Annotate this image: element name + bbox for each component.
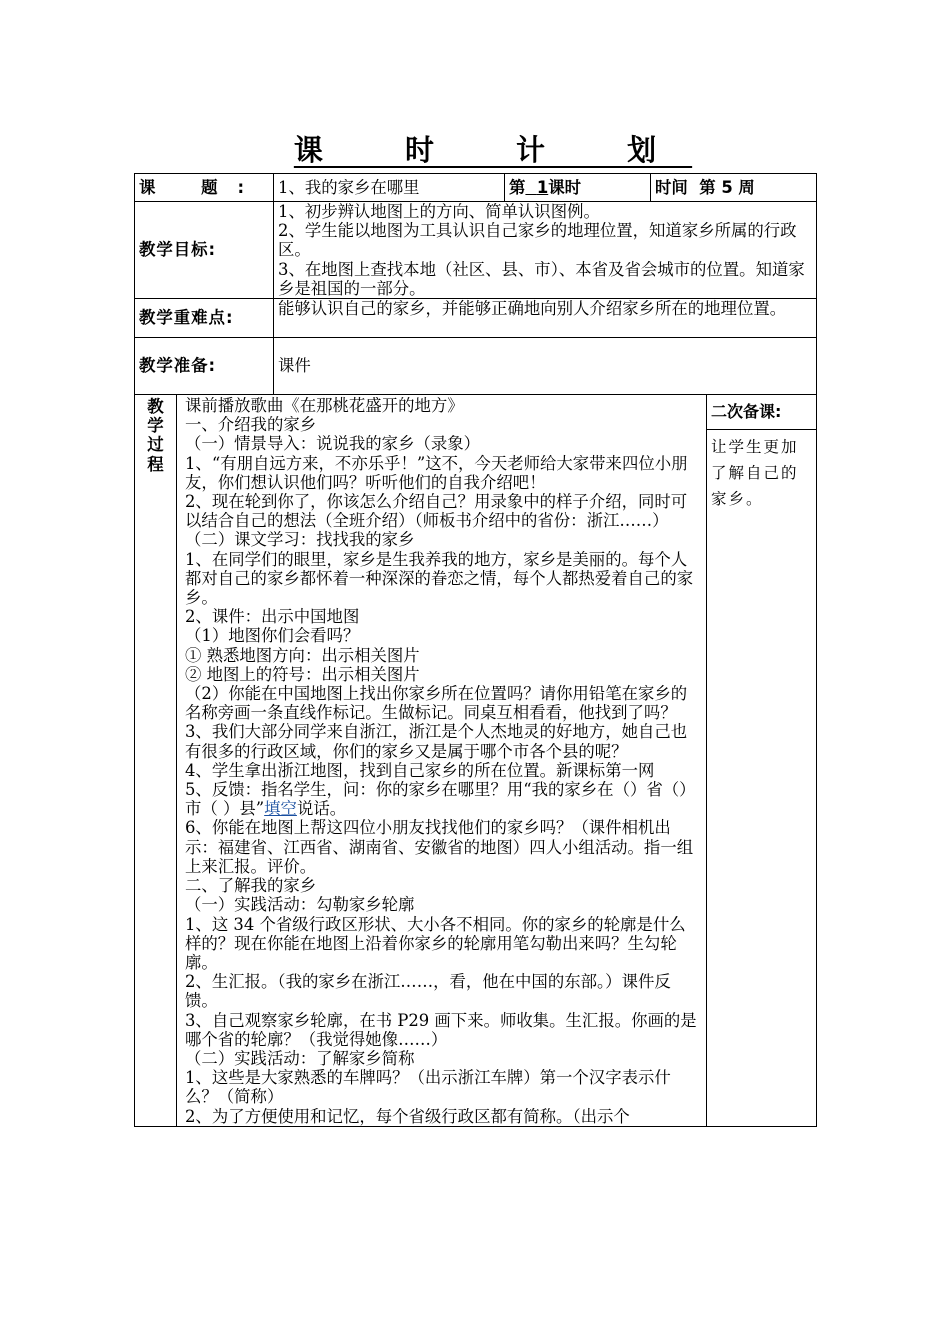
topic-row [135, 174, 817, 202]
second-prep-label: 二次备课: [707, 395, 816, 430]
process-line: 2、为了方便使用和记忆，每个省级行政区都有简称。（出示个 [185, 1106, 630, 1126]
preparation-content: 课件 [274, 338, 817, 395]
process-line: 1、在同学们的眼里，家乡是生我养我的地方，家乡是美丽的。每个人都对自己的家乡都怀着一种深深的眷恋之情，每个人都热爱着自己的家乡。 [185, 549, 694, 608]
process-line: （一）实践活动：勾勒家乡轮廓 [185, 895, 415, 915]
week-value: 第 5 周 [699, 177, 755, 197]
fill-blank-link[interactable]: 填空 [264, 799, 297, 819]
lesson-number [505, 174, 651, 202]
goals-content [274, 202, 817, 299]
process-line: （2）你能在中国地图上找出你家乡所在位置吗？请你用铅笔在家乡的名称旁画一条直线作标记。生做标记。同桌互相看看，他找到了吗？ [185, 684, 688, 723]
topic-label: 课 题: [135, 174, 274, 202]
key-points-row [135, 299, 817, 338]
process-line: 二、了解我的家乡 [185, 876, 317, 896]
goals-row [135, 202, 817, 299]
key-points-label: 教学重难点: [135, 299, 274, 338]
time-label: 时间 [655, 177, 688, 197]
process-line: 1、这些是大家熟悉的车牌吗？（出示浙江车牌）第一个汉字表示什么？（简称） [185, 1068, 671, 1107]
process-line: 2、生汇报。（我的家乡在浙江……，看，他在中国的东部。）课件反馈。 [185, 972, 671, 1011]
page-title: 课 时 计 划 [293, 133, 693, 167]
goal-line: 2、学生能以地图为工具认识自己家乡的地理位置，知道家乡所属的行政区。 [278, 221, 797, 260]
lesson-suffix: 课时 [548, 177, 582, 197]
process-line: 3、我们大部分同学来自浙江，浙江是个人杰地灵的好地方，她自己也有很多的行政区域，你们的家乡又是属于哪个市各个县的呢？ [185, 722, 688, 761]
process-line: （二）课文学习：找找我的家乡 [185, 530, 415, 550]
process-line: 6、你能在地图上帮这四位小朋友找找他们的家乡吗？（课件相机出示：福建省、江西省、湖南省、安徽省的地图）四人小组活动。指一组上来汇报。评价。 [185, 818, 694, 876]
key-points-content: 能够认识自己的家乡，并能够正确地向别人介绍家乡所在的地理位置。 [274, 299, 817, 338]
process-line: ② 地图上的符号：出示相关图片 [185, 664, 420, 684]
process-line: （一）情景导入：说说我的家乡（录象） [185, 434, 481, 454]
lesson-number-value: 1 [536, 177, 549, 197]
process-line: 课前播放歌曲《在那桃花盛开的地方》 [185, 396, 464, 416]
process-row [135, 395, 817, 1127]
process-line: 一、介绍我的家乡 [185, 415, 317, 435]
process-line: （二）实践活动：了解家乡简称 [185, 1048, 415, 1068]
process-content [177, 395, 707, 1127]
topic-value: 1、我的家乡在哪里 [274, 174, 505, 202]
second-prep-content: 让学生更加了解自己的家乡。 [711, 438, 799, 509]
goals-label: 教学目标: [135, 202, 274, 299]
preparation-row [135, 338, 817, 395]
lesson-prefix: 第 [509, 177, 526, 197]
process-label: 教 学 过 程 [135, 395, 177, 1127]
preparation-label: 教学准备: [135, 338, 274, 395]
process-line: 5、反馈：指名学生，问：你的家乡在哪里？用“我的家乡在（）省（）市（ ）县”填空说话。 [185, 780, 696, 819]
process-line: 4、学生拿出浙江地图，找到自己家乡的所在位置。新课标第一网 [185, 760, 655, 780]
process-line: （1）地图你们会看吗？ [185, 626, 360, 646]
process-line: 2、课件：出示中国地图 [185, 607, 360, 627]
process-line: 1、这 34 个省级行政区形状、大小各不相同。你的家乡的轮廓是什么样的？现在你能在地图上沿着你家乡的轮廓用笔勾勒出来吗？生勾轮廓。 [185, 914, 686, 972]
process-line: 2、现在轮到你了，你该怎么介绍自己？用录象中的样子介绍，同时可以结合自己的想法（全班介绍）（师板书介绍中的省份：浙江……） [185, 492, 688, 531]
lesson-time [651, 174, 817, 202]
process-line: 3、自己观察家乡轮廓，在书 P29 画下来。师收集。生汇报。你画的是哪个省的轮廓？（我觉得她像……） [185, 1010, 697, 1049]
goal-line: 3、在地图上查找本地（社区、县、市）、本省及省会城市的位置。知道家乡是祖国的一部分。 [278, 259, 805, 298]
goal-line: 1、初步辨认地图上的方向、简单认识图例。 [278, 202, 600, 221]
lesson-plan-table [134, 173, 817, 1127]
process-line: 1、“有朋自远方来，不亦乐乎！”这不，今天老师给大家带来四位小朋友，你们想认识他们吗？听听他们的自我介绍吧！ [185, 453, 688, 492]
process-line: ① 熟悉地图方向：出示相关图片 [185, 645, 420, 665]
second-prep-cell [707, 395, 817, 1127]
